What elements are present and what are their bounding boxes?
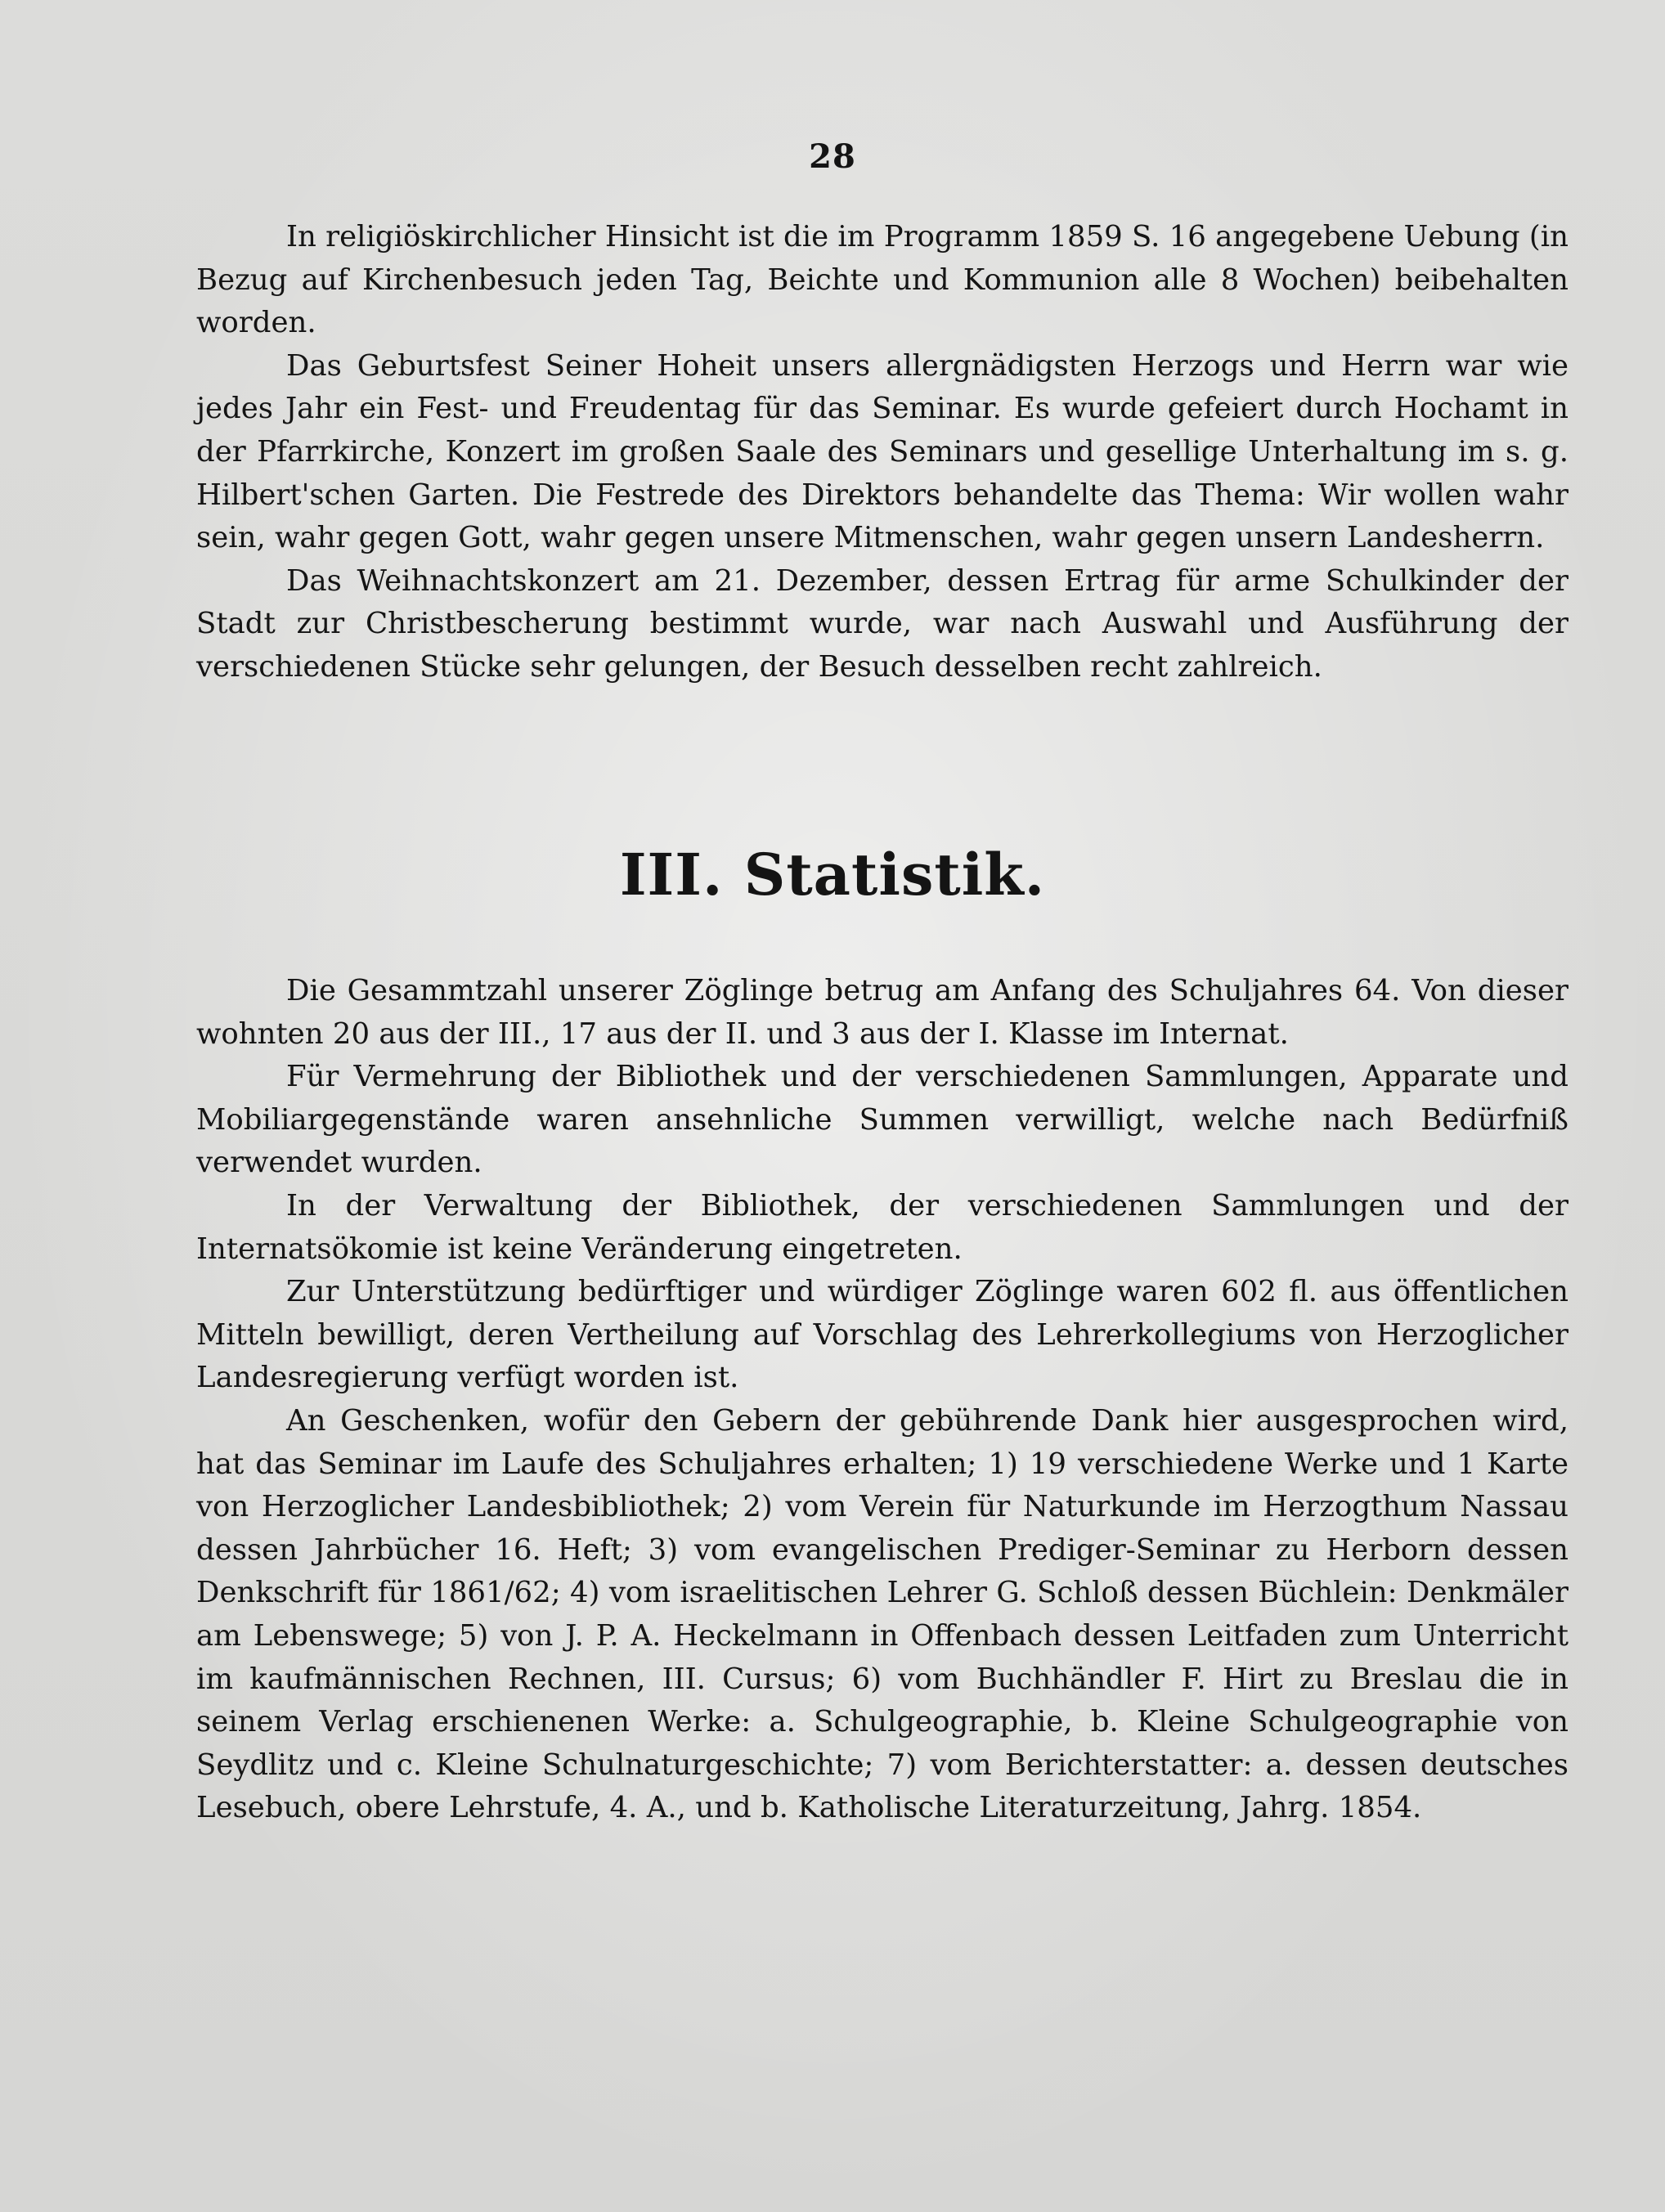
paragraph-birthday-celebration: Das Geburtsfest Seiner Hoheit unsers allergnädigsten Herzogs und Herrn war wie jedes Jahr ein Fest- und Freudentag für das Seminar. Es wurde gefeiert durch Hochamt in der Pfarrkirche, Konzert im großen Saale des Seminars und gesellige Unterhaltung im s. g. Hilbert'schen Garten. Die Festrede des Direktors behandelte das Thema: Wir wollen wahr sein, wahr gegen Gott, wahr gegen unsere Mitmenschen, wahr gegen unsern Landesherrn. xyxy=(196,348,1569,555)
paragraph-library-funds: Für Vermehrung der Bibliothek und der verschiedenen Sammlungen, Apparate und Mobiliargegenstände waren ansehnliche Summen verwilligt, welche nach Bedürfniß verwendet wurden. xyxy=(196,1060,1569,1180)
paragraph-student-count: Die Gesammtzahl unserer Zöglinge betrug am Anfang des Schuljahres 64. Von dieser wohnten 20 aus der III., 17 aus der II. und 3 aus der I. Klasse im Internat. xyxy=(196,974,1569,1051)
paragraph-administration: In der Verwaltung der Bibliothek, der verschiedenen Sammlungen und der Internatsökomie ist keine Veränderung eingetreten. xyxy=(196,1188,1569,1266)
paragraph-gifts: An Geschenken, wofür den Gebern der gebührende Dank hier ausgesprochen wird, hat das Seminar im Laufe des Schuljahres erhalten; 1) 19 verschiedene Werke und 1 Karte von Herzoglicher Landesbibliothek; 2) vom Verein für Naturkunde im Herzogthum Nassau dessen Jahrbücher 16. Heft; 3) vom evangelischen Prediger-Seminar zu Herborn dessen Denkschrift für 1861/62; 4) vom israelitischen Lehrer G. Schloß dessen Büchlein: Denkmäler am Lebenswege; 5) von J. P. A. Heckelmann in Offenbach dessen Leitfaden zum Unterricht im kaufmännischen Rechnen, III. Cursus; 6) vom Buchhändler F. Hirt zu Breslau die in seinem Verlag erschienenen Werke: a. Schulgeographie, b. Kleine Schulgeographie von Seydlitz und c. Kleine Schulnaturgeschichte; 7) vom Berichterstatter: a. dessen deutsches Lesebuch, obere Lehrstufe, 4. A., und b. Katholische Literaturzeitung, Jahrg. 1854. xyxy=(196,1403,1569,1825)
section-one xyxy=(196,216,1569,689)
paragraph-religious: In religiöskirchlicher Hinsicht ist die im Programm 1859 S. 16 angegebene Uebung (in Bezug auf Kirchenbesuch jeden Tag, Beichte und Kommunion alle 8 Wochen) beibehalten worden. xyxy=(196,220,1569,340)
section-heading: III. Statistik. xyxy=(619,841,1046,909)
section-two xyxy=(196,970,1569,1830)
paragraph-christmas-concert: Das Weihnachtskonzert am 21. Dezember, dessen Ertrag für arme Schulkinder der Stadt zur Christbescherung bestimmt wurde, war nach Auswahl und Ausführung der verschiedenen Stücke sehr gelungen, der Besuch desselben recht zahlreich. xyxy=(196,563,1569,684)
paragraph-support-funds: Zur Unterstützung bedürftiger und würdiger Zöglinge waren 602 fl. aus öffentlichen Mitteln bewilligt, deren Vertheilung auf Vorschlag des Lehrerkollegiums von Herzoglicher Landesregierung verfügt worden ist. xyxy=(196,1275,1569,1395)
page-number: 28 xyxy=(809,137,856,176)
